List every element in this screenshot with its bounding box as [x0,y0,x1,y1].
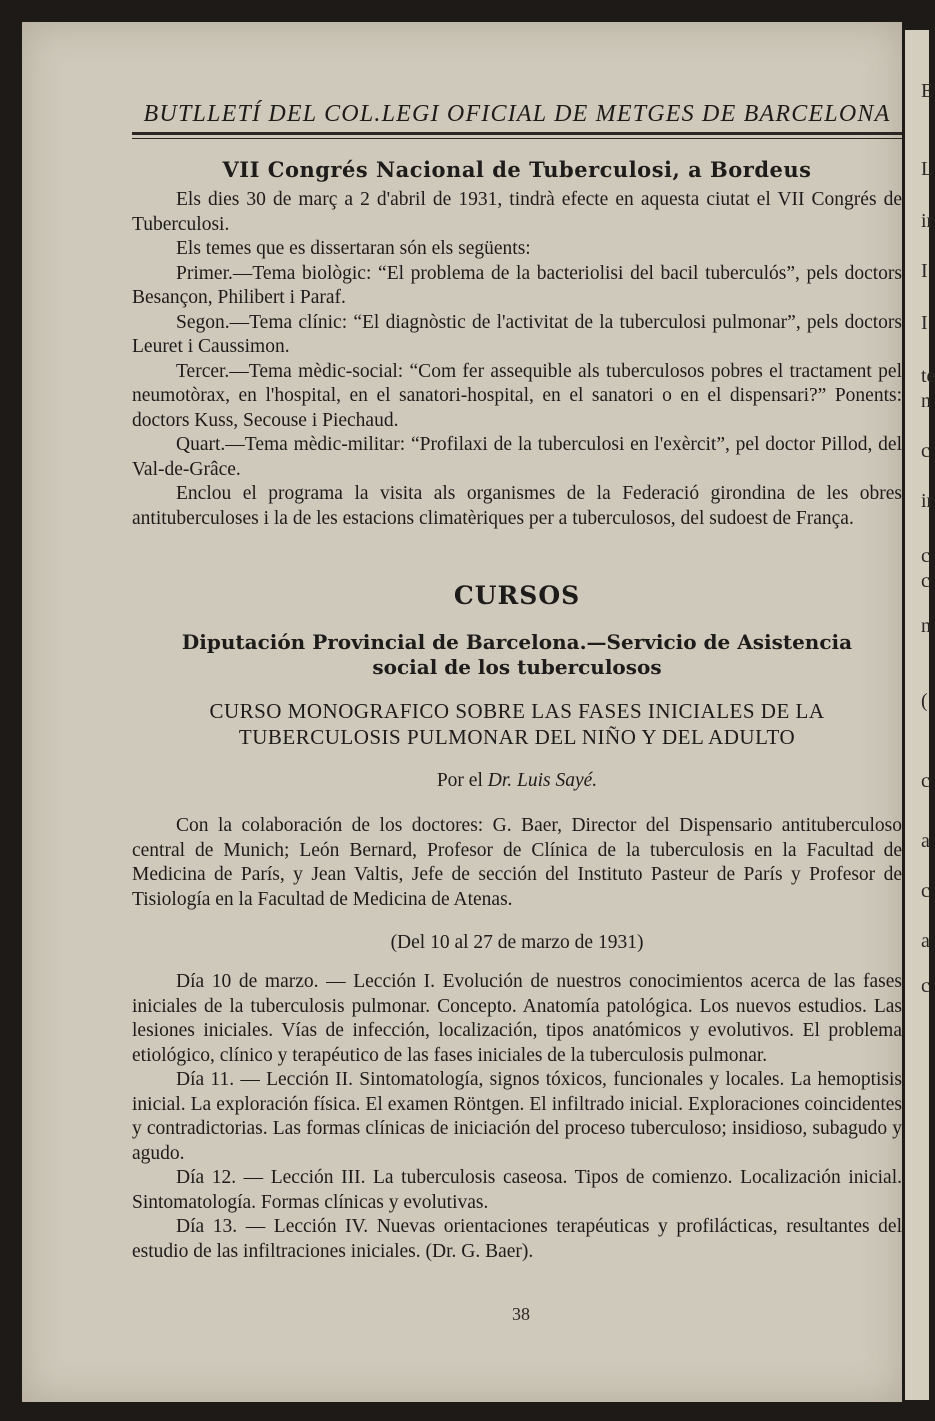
article-paragraph: Enclou el programa la visita als organismes de la Federació girondina de les obres antituberculoses i la de les estacions climatèriques per a tuberculosos, del sudoest de França. [132,483,902,529]
next-page-letter: c [921,570,930,592]
next-page-letter: c [921,975,930,997]
next-page-letter: E [921,80,934,102]
next-page-edge [905,30,935,1400]
article-paragraph: Els dies 30 de març a 2 d'abril de 1931, tindrà efecte en aquesta ciutat el VII Congrés de Tuberculosi. [132,189,902,235]
author-prefix: Por el [436,770,483,791]
course-title-line1: CURSO MONOGRAFICO SOBRE LAS FASES INICIALES DE LA [209,699,825,723]
cursos-subheading-line2: social de los tuberculosos [372,655,662,679]
header-rule-thick [132,132,902,135]
next-page-letter: c [921,880,930,902]
lesson-paragraph: Día 11. — Lección II. Sintomatología, signos tóxicos, funcionales y locales. La hemoptisis inicial. La exploración física. El examen Röntgen. El infiltrado inicial. Exploraciones coincidentes y contradictorias. Las formas clínicas de iniciación del proceso tuberculoso; insidioso, subagudo y agudo. [132,1069,902,1164]
course-title-line2: TUBERCULOSIS PULMONAR DEL NIÑO Y DEL ADULTO [238,725,796,749]
lesson-paragraph: Día 13. — Lección IV. Nuevas orientaciones terapéuticas y profilácticas, resultantes del estudio de las infiltraciones iniciales. (Dr. G. Baer). [132,1216,902,1262]
author-name: Dr. Luis Sayé. [487,770,598,791]
next-page-letter: ( [921,690,928,712]
page-content [132,77,902,1264]
next-page-letter: a [921,830,930,852]
article-paragraph: Segon.—Tema clínic: “El diagnòstic de l'activitat de la tuberculosi pulmonar”, pels doctors Leuret i Caussimon. [132,311,902,357]
course-dates: (Del 10 al 27 de marzo de 1931) [390,932,644,953]
next-page-letter: ir [921,490,934,512]
next-page-letter: ir [921,210,934,232]
lesson-paragraph: Día 10 de marzo. — Lección I. Evolución de nuestros conocimientos acerca de las fases iniciales de la tuberculosis pulmonar. Concepto. Anatomía patológica. Los nuevos estudios. Las lesiones iniciales. Vías de infección, localización, tipos anatómicos y evolutivos. El problema etiológico, clínico y terapéutico de las fases iniciales de la tuberculosis pulmonar. [132,971,902,1066]
article-title: VII Congrés Nacional de Tuberculosi, a Bordeus [222,157,812,182]
next-page-letter: L [921,158,934,180]
next-page-letter: n [921,390,931,412]
article-paragraph: Tercer.—Tema mèdic-social: “Com fer assequible als tuberculosos pobres el tractament pel neumotòrax, en l'hospital, en el sanatori-hospital, en el sanatori o en el dispensari?” Ponents: doctors Kuss, Secouse i Piechaud. [132,360,902,431]
next-page-letter: c [921,545,930,567]
cursos-subheading-line1: Diputación Provincial de Barcelona.—Servicio de Asistencia [181,630,853,654]
course-author [132,770,902,792]
article-paragraph: Quart.—Tema mèdic-militar: “Profilaxi de la tuberculosi en l'exèrcit”, pel doctor Pillod, del Val-de-Grâce. [132,434,902,480]
page [22,22,902,1402]
page-number: 38 [512,1304,530,1324]
lesson-paragraph: Día 12. — Lección III. La tuberculosis caseosa. Tipos de comienzo. Localización inicial. Sintomatología. Formas clínicas y evolutivas. [132,1167,902,1213]
next-page-letter: I [921,260,928,282]
next-page-letter: c [921,770,930,792]
article-paragraph: Primer.—Tema biològic: “El problema de la bacteriolisi del bacil tuberculós”, pels doctors Besançon, Philibert i Paraf. [132,262,902,308]
running-head: BUTLLETÍ DEL COL.LEGI OFICIAL DE METGES DE BARCELONA [143,101,891,127]
next-page-letter: c [921,440,930,462]
collaboration-paragraph: Con la colaboración de los doctores: G. Baer, Director del Dispensario antituberculoso central de Munich; León Bernard, Profesor de Clínica de la tuberculosis en la Facultad de Medicina de París, y Jean Valtis, Jefe de sección del Instituto Pasteur de París y Profesor de Tisiología en la Facultad de Medicina de Atenas. [132,815,902,910]
cursos-subheading [132,630,902,680]
next-page-letter: n [921,615,931,637]
next-page-letter: a [921,930,930,952]
next-page-letter: te [921,365,935,387]
header-rule-thin [132,138,902,139]
next-page-letter: I [921,312,928,334]
cursos-heading: CURSOS [453,581,581,610]
article-paragraph: Els temes que es dissertaran són els següents: [176,238,531,259]
